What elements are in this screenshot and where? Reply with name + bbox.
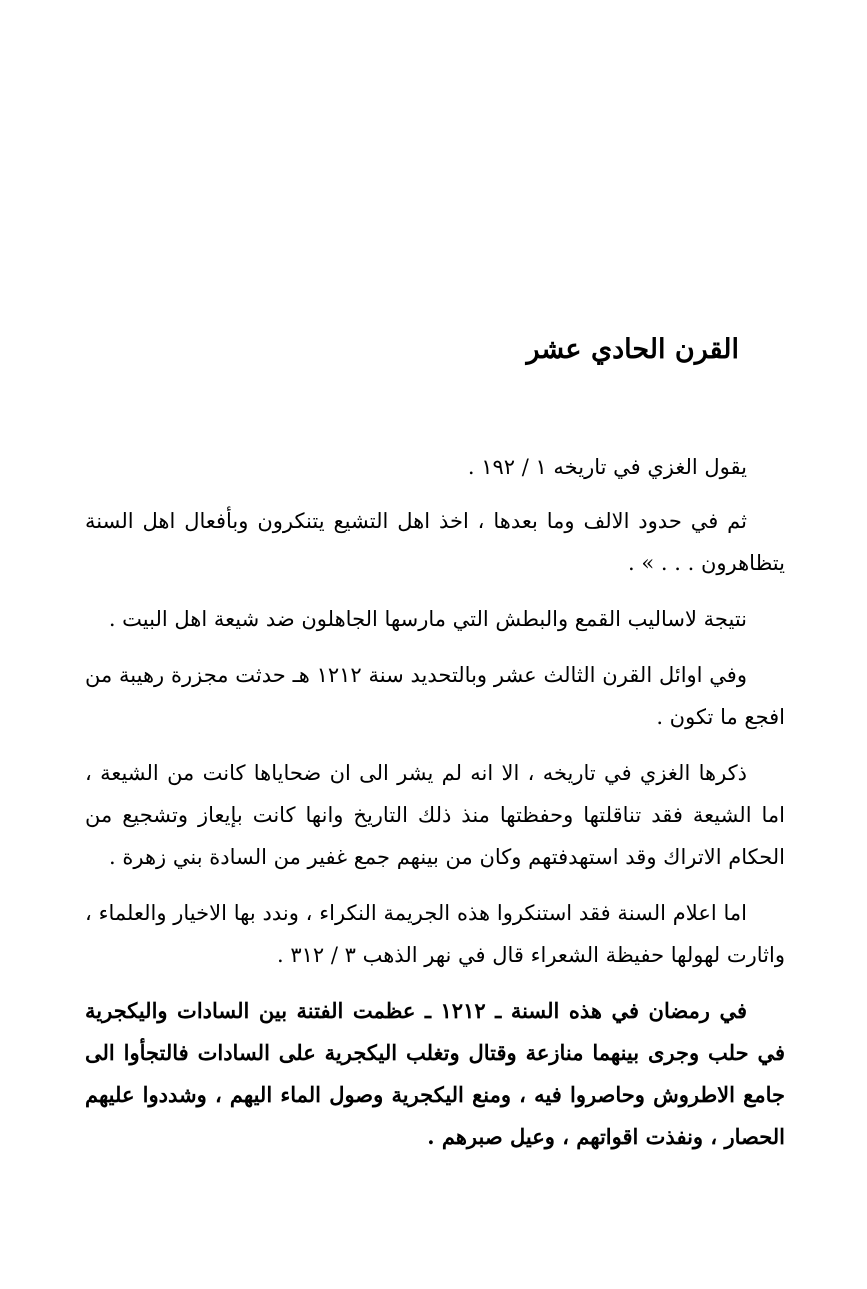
paragraph-1: يقول الغزي في تاريخه ١ / ١٩٢ .	[467, 455, 747, 479]
chapter-title: القرن الحادي عشر	[526, 334, 739, 365]
paragraph-2: ثم في حدود الالف وما بعدها ، اخذ اهل التشيع يتنكرون وبأفعال اهل السنة يتظاهرون . . . » .	[85, 509, 785, 575]
paragraph-6: اما اعلام السنة فقد استنكروا هذه الجريمة النكراء ، وندد بها الاخيار والعلماء ، واثارت لهولها حفيظة الشعراء قال في نهر الذهب ٣ / ٣١٢ .	[85, 901, 785, 967]
paragraph-4: وفي اوائل القرن الثالث عشر وبالتحديد سنة ١٢١٢ هـ حدثت مجزرة رهيبة من افجع ما تكون .	[85, 663, 785, 729]
paragraph-3: نتيجة لاساليب القمع والبطش التي مارسها الجاهلون ضد شيعة اهل البيت .	[108, 607, 747, 631]
paragraph-7: في رمضان في هذه السنة ـ ١٢١٢ ـ عظمت الفتنة بين السادات واليكجرية في حلب وجرى بينهما منازعة وقتال وتغلب اليكجرية على السادات فالتجأوا الى جامع الاطروش وحاصروا فيه ، ومنع اليكجرية وصول الماء اليهم ، وشددوا عليهم الحصار ، ونفذت اقواتهم ، وعيل صبرهم .	[85, 998, 785, 1149]
body-text	[85, 446, 785, 1172]
paragraph-5: ذكرها الغزي في تاريخه ، الا انه لم يشر الى ان ضحاياها كانت من الشيعة ، اما الشيعة فقد تناقلتها وحفظتها منذ ذلك التاريخ وانها كانت بإيعاز وتشجيع من الحكام الاتراك وقد استهدفتهم وكان من بينهم جمع غفير من السادة بني زهرة .	[85, 761, 785, 869]
